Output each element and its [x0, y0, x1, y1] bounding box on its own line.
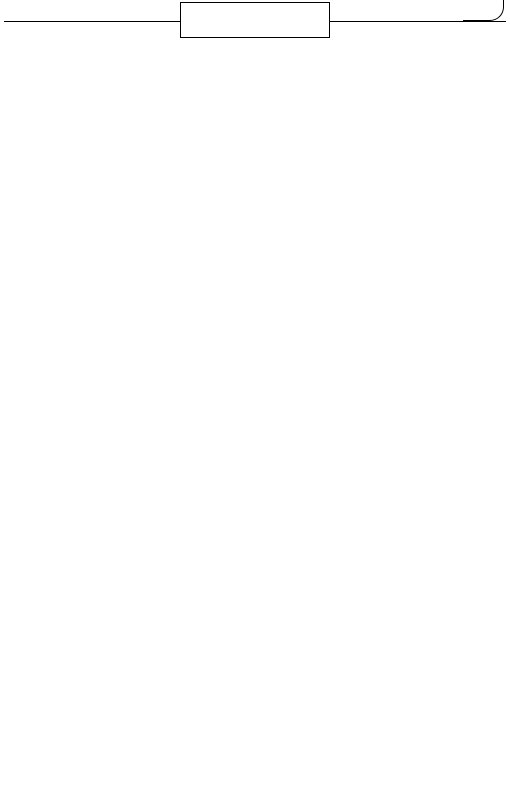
headline-row — [4, 0, 506, 40]
headline-box — [180, 2, 330, 38]
article-body — [4, 44, 506, 804]
corner-ornament — [463, 0, 504, 21]
